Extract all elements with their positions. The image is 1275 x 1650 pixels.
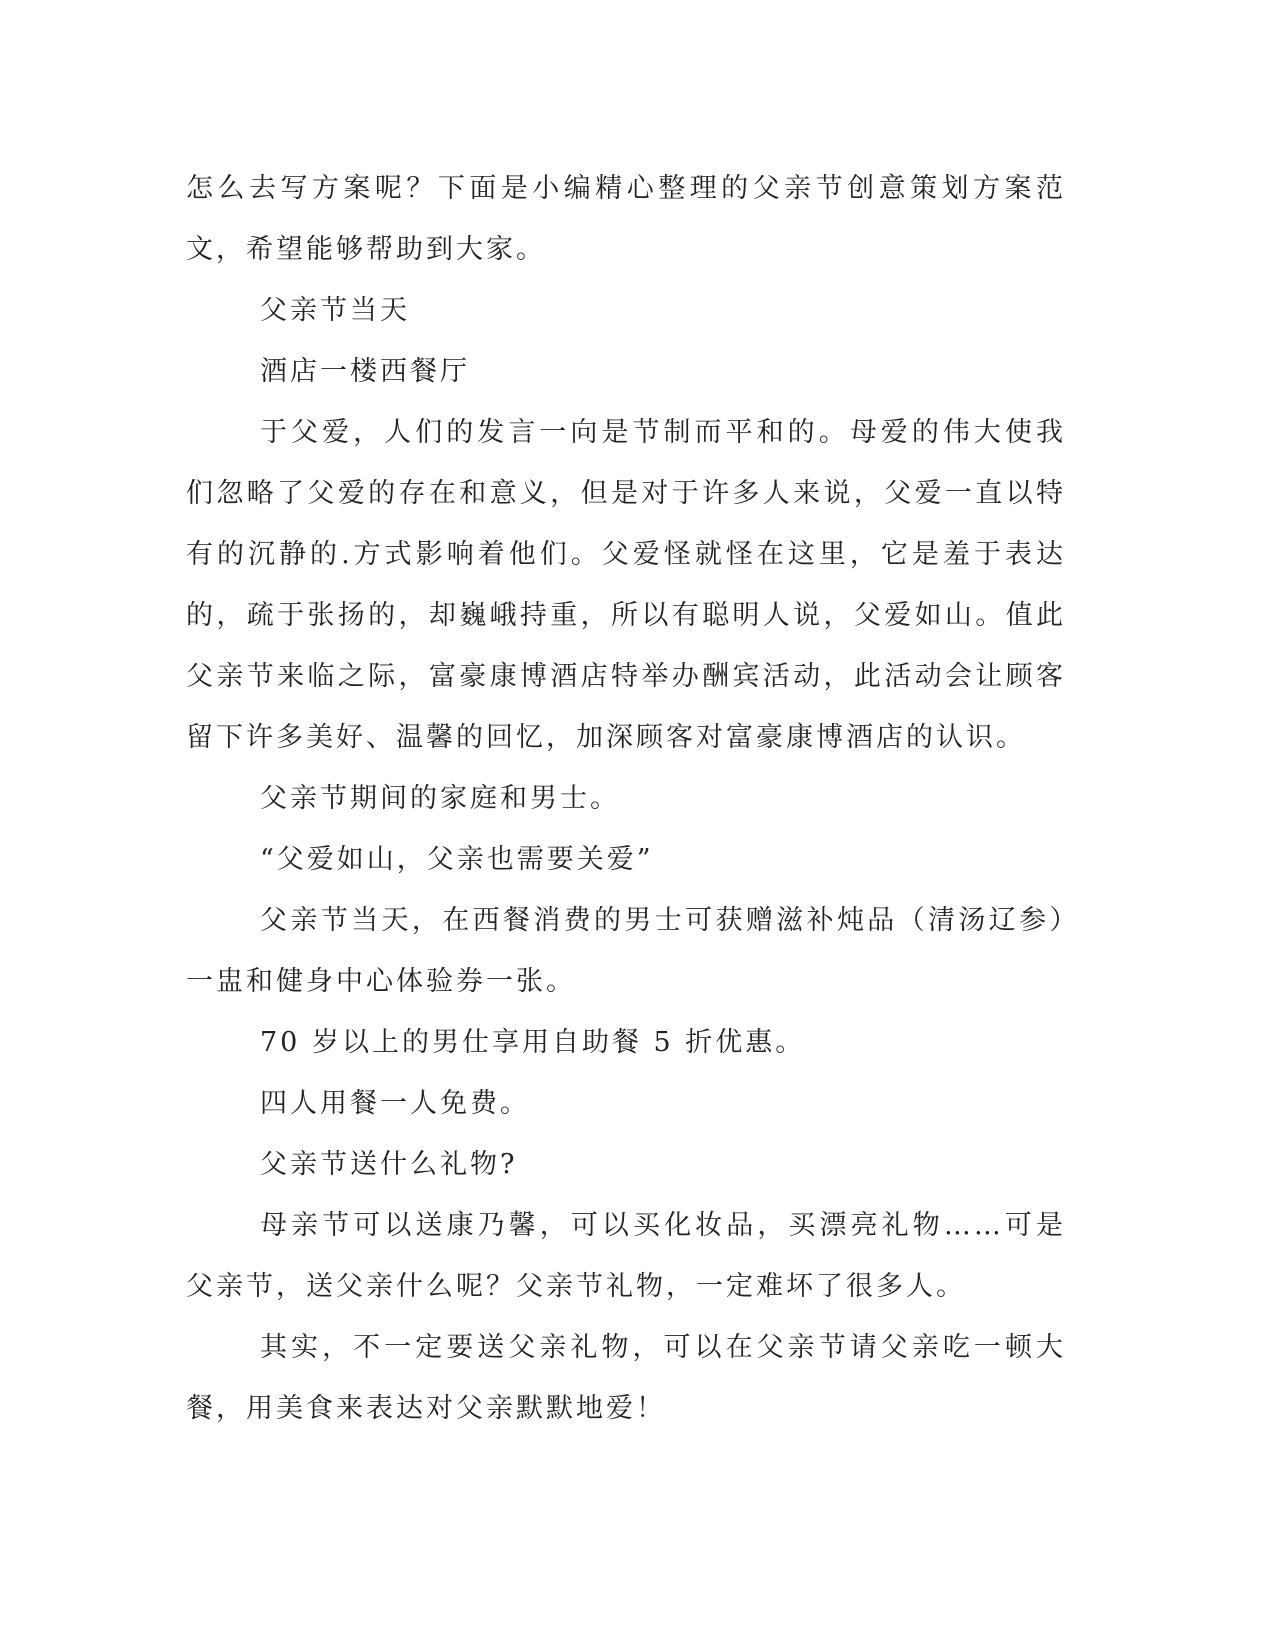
paragraph-date: 父亲节当天 — [260, 295, 410, 326]
document-body — [186, 158, 1066, 1439]
paragraph-offer-gift: 父亲节当天，在西餐消费的男士可获赠滋补炖品（清汤辽参）一盅和健身中心体验券一张。 — [186, 905, 1066, 997]
paragraph-venue: 酒店一楼西餐厅 — [260, 356, 470, 387]
paragraph-offer-free-meal: 四人用餐一人免费。 — [260, 1088, 530, 1119]
paragraph-intro: 怎么去写方案呢？下面是小编精心整理的父亲节创意策划方案范文，希望能够帮助到大家。 — [186, 173, 1066, 265]
paragraph-gift-question: 父亲节送什么礼物? — [260, 1149, 518, 1180]
paragraph-theme: “父爱如山，父亲也需要关爱” — [260, 844, 654, 875]
paragraph-conclusion: 其实，不一定要送父亲礼物，可以在父亲节请父亲吃一顿大餐，用美食来表达对父亲默默地爱！ — [186, 1332, 1066, 1424]
paragraph-offer-discount: 70 岁以上的男仕享用自助餐 5 折优惠。 — [260, 1027, 806, 1058]
paragraph-background: 于父爱，人们的发言一向是节制而平和的。母爱的伟大使我们忽略了父爱的存在和意义，但是对于许多人来说，父爱一直以特有的沉静的.方式影响着他们。父爱怪就怪在这里，它是羞于表达的，疏于张扬的，却巍峨持重，所以有聪明人说，父爱如山。值此父亲节来临之际，富豪康博酒店特举办酬宾活动，此活动会让顾客留下许多美好、温馨的回忆，加深顾客对富豪康博酒店的认识。 — [186, 417, 1066, 753]
paragraph-audience: 父亲节期间的家庭和男士。 — [260, 783, 620, 814]
paragraph-gift-discussion: 母亲节可以送康乃馨，可以买化妆品，买漂亮礼物……可是父亲节，送父亲什么呢？父亲节礼物，一定难坏了很多人。 — [186, 1210, 1066, 1302]
